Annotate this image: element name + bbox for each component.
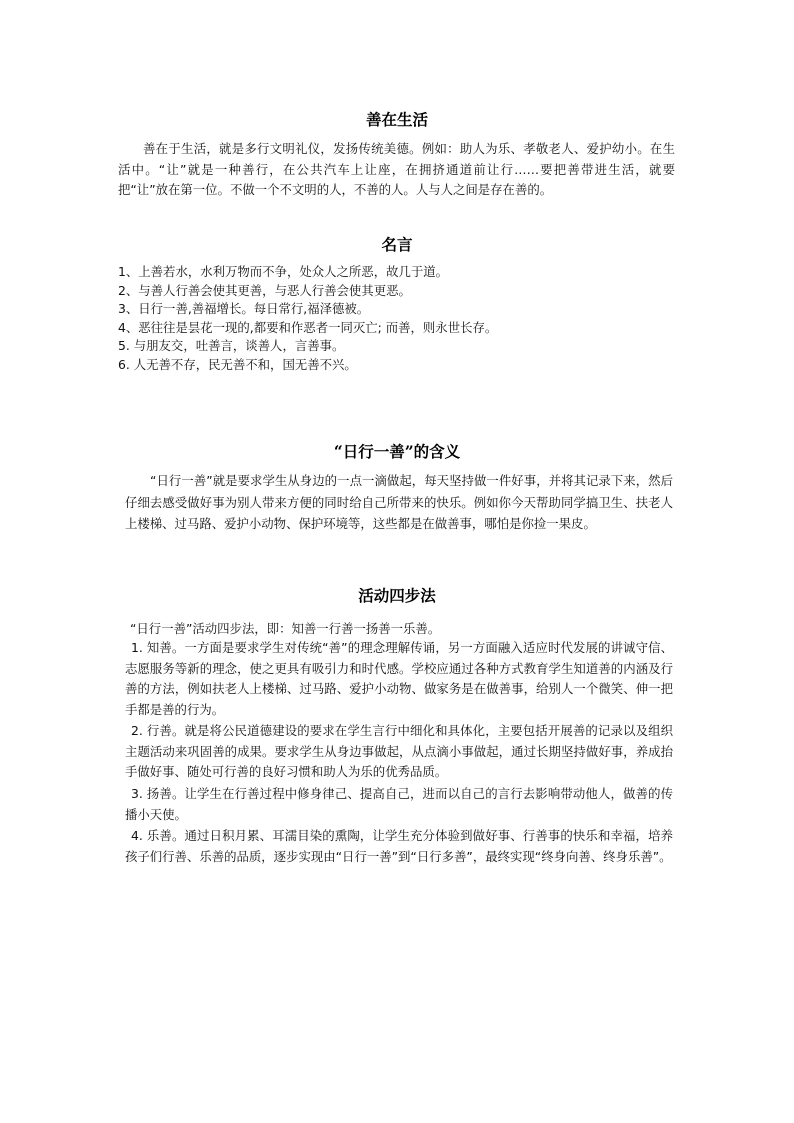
section-title-four-steps: 活动四步法 <box>358 586 436 605</box>
section-title-quotes: 名言 <box>381 235 413 254</box>
quote-item: 2、与善人行善会使其更善，与恶人行善会使其更恶。 <box>118 282 411 298</box>
section-title-meaning: “日行一善”的含义 <box>333 442 461 461</box>
four-steps-intro: “日行一善”活动四步法，即：知善一行善一扬善一乐善。 <box>130 621 441 636</box>
quote-item: 4、恶往往是昙花一现的,都要和作恶者一同灭亡; 而善，则永世长存。 <box>118 319 498 335</box>
quotes-list <box>118 263 678 374</box>
quote-item: 1、上善若水，水利万物而不争，处众人之所恶，故几于道。 <box>118 264 449 279</box>
quote-item: 6. 人无善不存，民无善不和，国无善不兴。 <box>118 356 357 372</box>
step-item-know-good: 1. 知善。一方面是要求学生对传统“善”的理念理解传诵，另一方面融入适应时代发展的讲诚守信、志愿服务等新的理念，使之更具有吸引力和时代感。学校应通过各种方式教育学生知道善的内涵及行善的方法，例如扶老人上楼梯、过马路、爱护小动物、做家务是在做善事，给别人一个微笑、伸一把手都是善的行为。 <box>125 640 673 717</box>
quote-item: 3、日行一善,善福增长。每日常行,福泽德被。 <box>118 301 370 316</box>
paragraph-good-in-life: 善在于生活，就是多行文明礼仪，发扬传统美德。例如：助人为乐、孝敬老人、爱护幼小。在生活中。“让”就是一种善行，在公共汽车上让座，在拥挤通道前让行……要把善带进生活，就要把“让”放在第一位。不做一个不文明的人，不善的人。人与人之间是存在善的。 <box>118 141 675 197</box>
section-title-good-in-life: 善在生活 <box>365 110 428 129</box>
step-item-do-good: 2. 行善。就是将公民道德建设的要求在学生言行中细化和具体化，主要包括开展善的记录以及组织主题活动来巩固善的成果。要求学生从身边事做起，从点滴小事做起，通过长期坚持做好事，养成抬手做好事、随处可行善的良好习惯和助人为乐的优秀品质。 <box>125 723 673 779</box>
paragraph-meaning: “日行一善”就是要求学生从身边的一点一滴做起，每天坚持做一件好事，并将其记录下来，然后仔细去感受做好事为别人带来方便的同时给自己所带来的快乐。例如你今天帮助同学搞卫生、扶老人上楼梯、过马路、爱护小动物、保护环境等，这些都是在做善事，哪怕是你捡一果皮。 <box>125 473 673 531</box>
quote-item: 5. 与朋友交，吐善言，谈善人，言善事。 <box>118 338 345 353</box>
step-item-spread-good: 3. 扬善。让学生在行善过程中修身律己、提高自己，进而以自己的言行去影响带动他人，做善的传播小天使。 <box>125 786 673 822</box>
step-item-enjoy-good: 4. 乐善。通过日积月累、耳濡目染的熏陶，让学生充分体验到做好事、行善事的快乐和幸福，培养孩子们行善、乐善的品质，逐步实现由“日行一善”到“日行多善”，最终实现“终身向善、终身乐善”。 <box>125 828 673 864</box>
